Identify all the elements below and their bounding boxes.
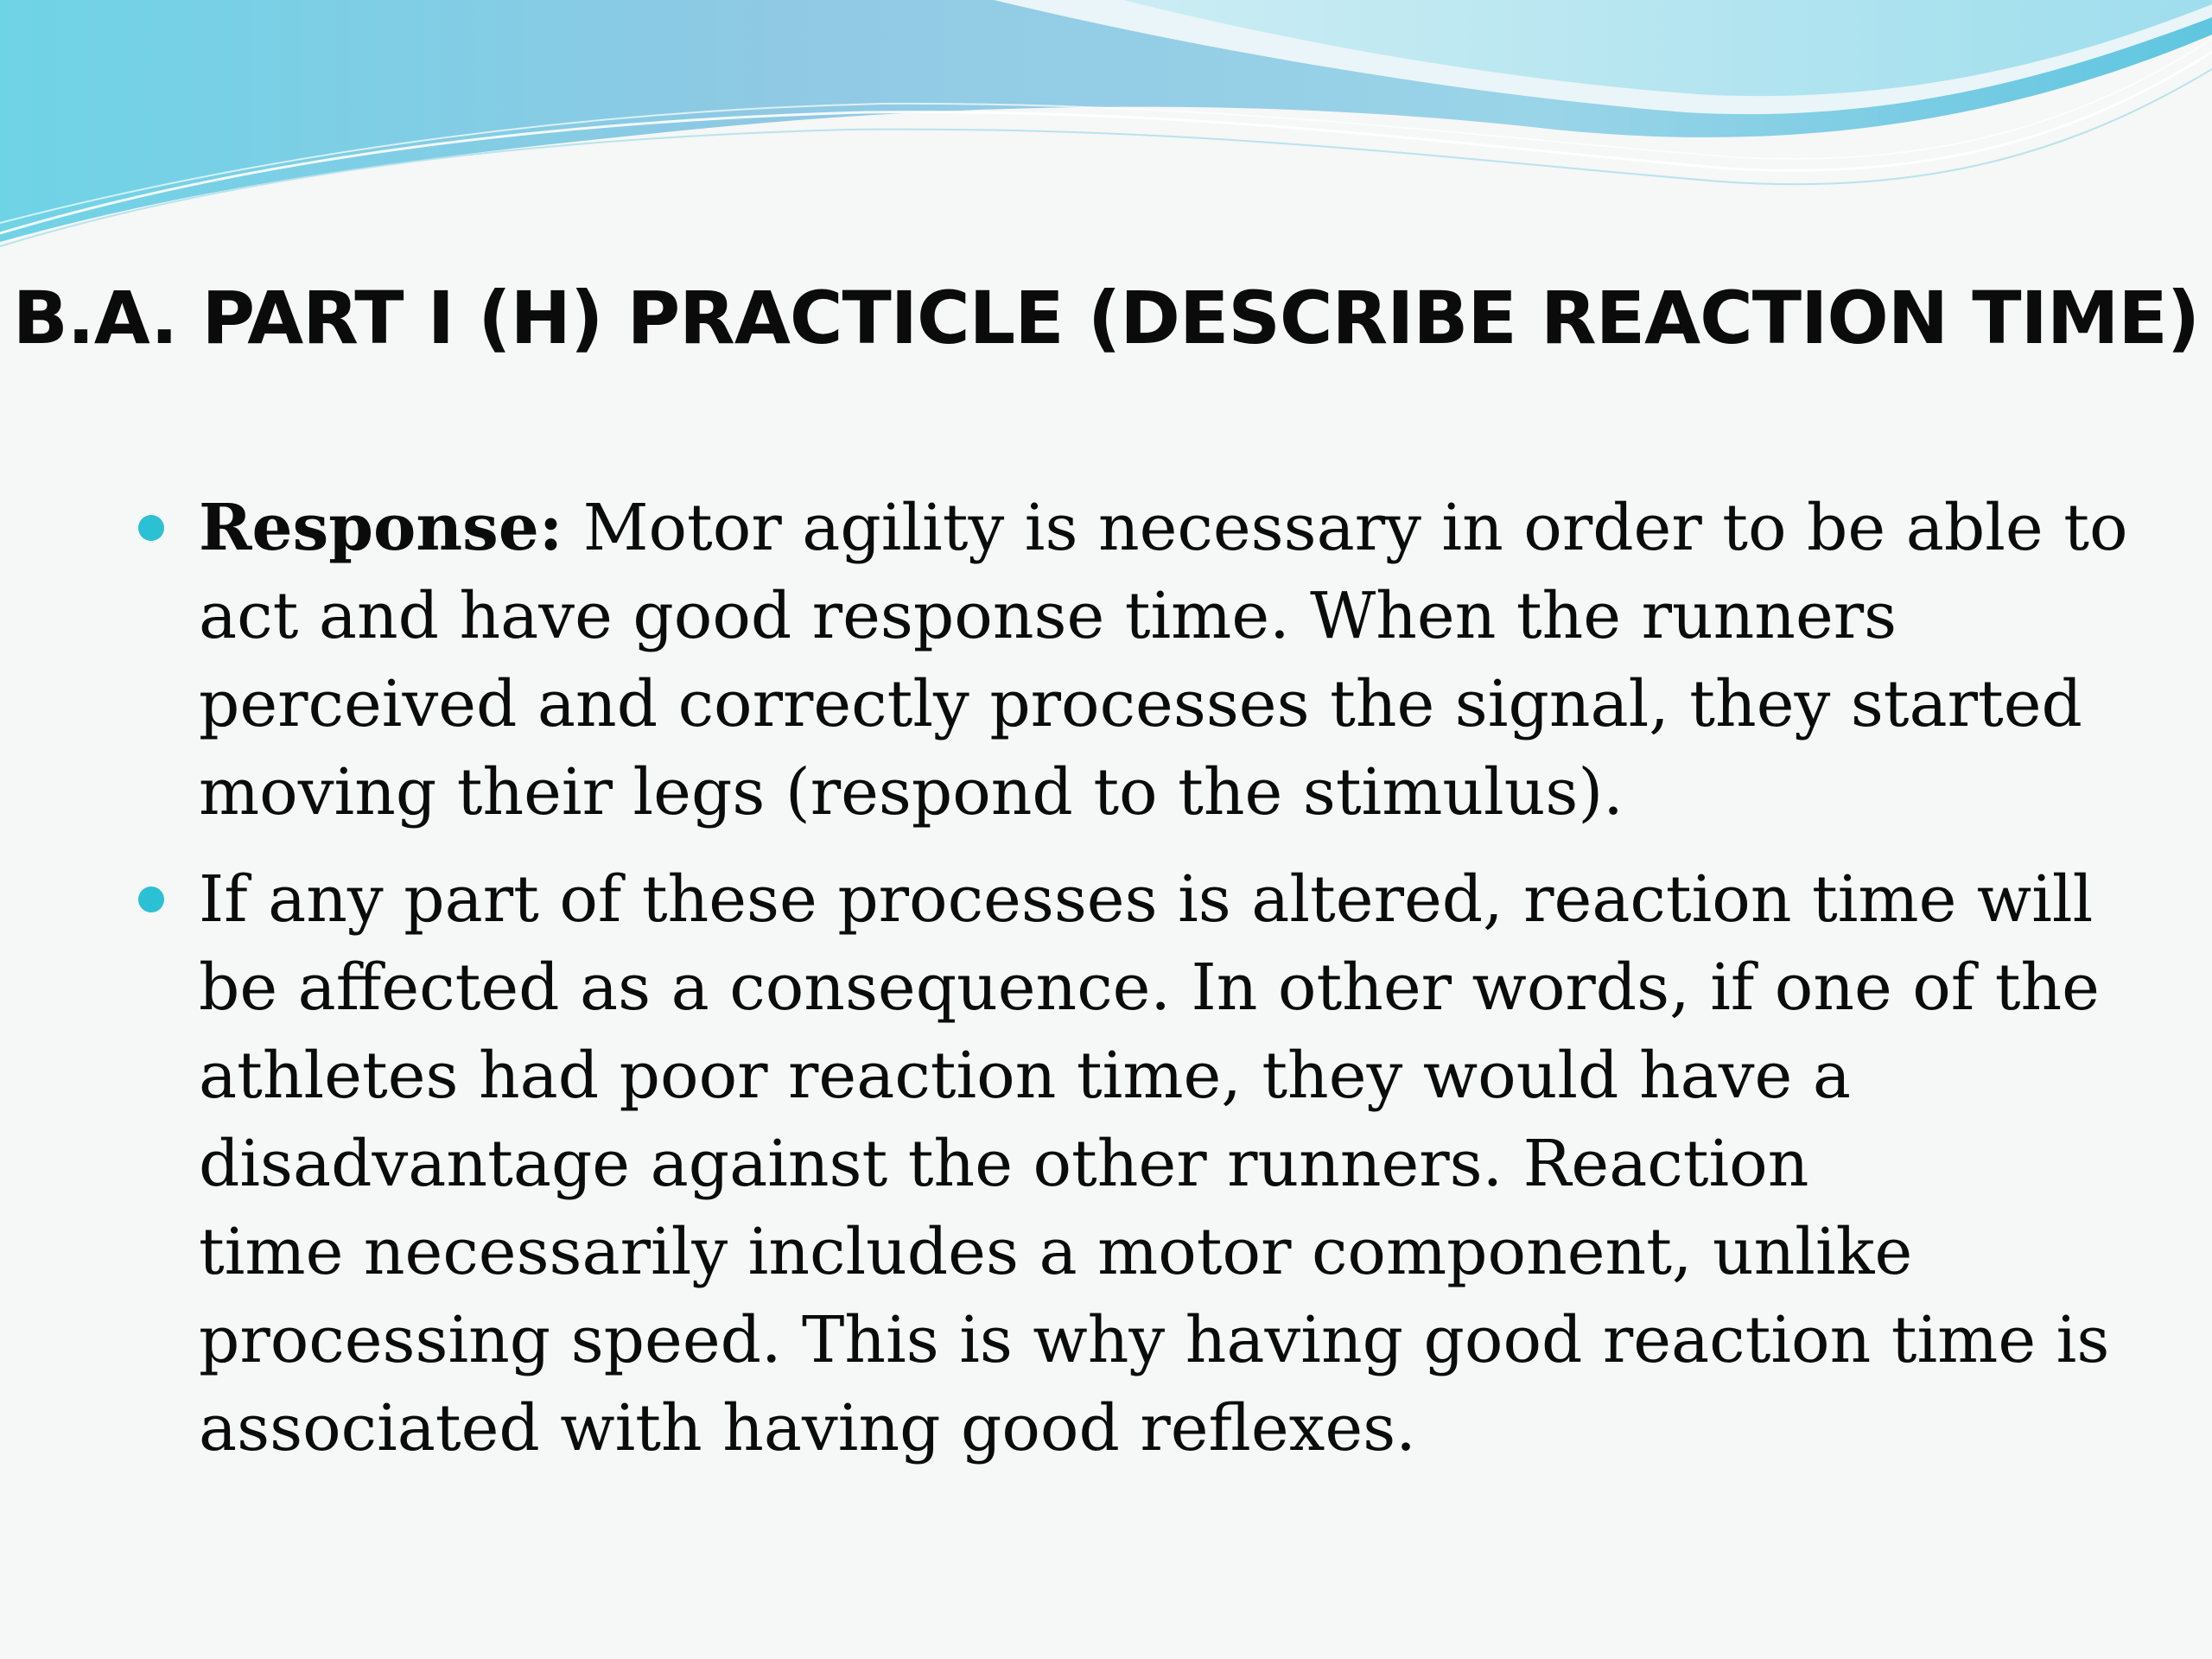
bullet-line: be affected as a consequence. In other words, if one of the bbox=[199, 950, 2100, 1025]
bullet-dot-icon bbox=[138, 887, 164, 912]
bullet-line: perceived and correctly processes the signal, they started bbox=[199, 667, 2082, 741]
bullet-line bbox=[199, 484, 2128, 572]
bullet-line: disadvantage against the other runners. Reaction bbox=[199, 1127, 1809, 1201]
bullet-item-altered bbox=[138, 855, 2110, 1472]
slide-title: B.A. PART I (H) PRACTICLE (DESCRIBE REACTION TIME) bbox=[12, 276, 2200, 360]
bullet-line: If any part of these processes is altered, reaction time will bbox=[199, 862, 2094, 937]
bullet-line: act and have good response time. When the runners bbox=[199, 579, 1897, 653]
bullet-line: associated with having good reflexes. bbox=[199, 1391, 1416, 1465]
bullet-dot-icon bbox=[138, 515, 164, 541]
bullet-line: moving their legs (respond to the stimulus). bbox=[199, 755, 1624, 830]
bullet-lead: Response: bbox=[199, 491, 563, 565]
bullet-text: Motor agility is necessary in order to be able to bbox=[563, 491, 2128, 565]
bullet-line: processing speed. This is why having good reaction time is bbox=[199, 1303, 2110, 1377]
bullet-item-response bbox=[138, 484, 2128, 836]
bullet-line: time necessarily includes a motor component, unlike bbox=[199, 1215, 1913, 1289]
bullet-line: athletes had poor reaction time, they would have a bbox=[199, 1039, 1851, 1113]
header-wave-decoration bbox=[0, 0, 2212, 259]
bullet-list bbox=[138, 484, 2128, 1491]
